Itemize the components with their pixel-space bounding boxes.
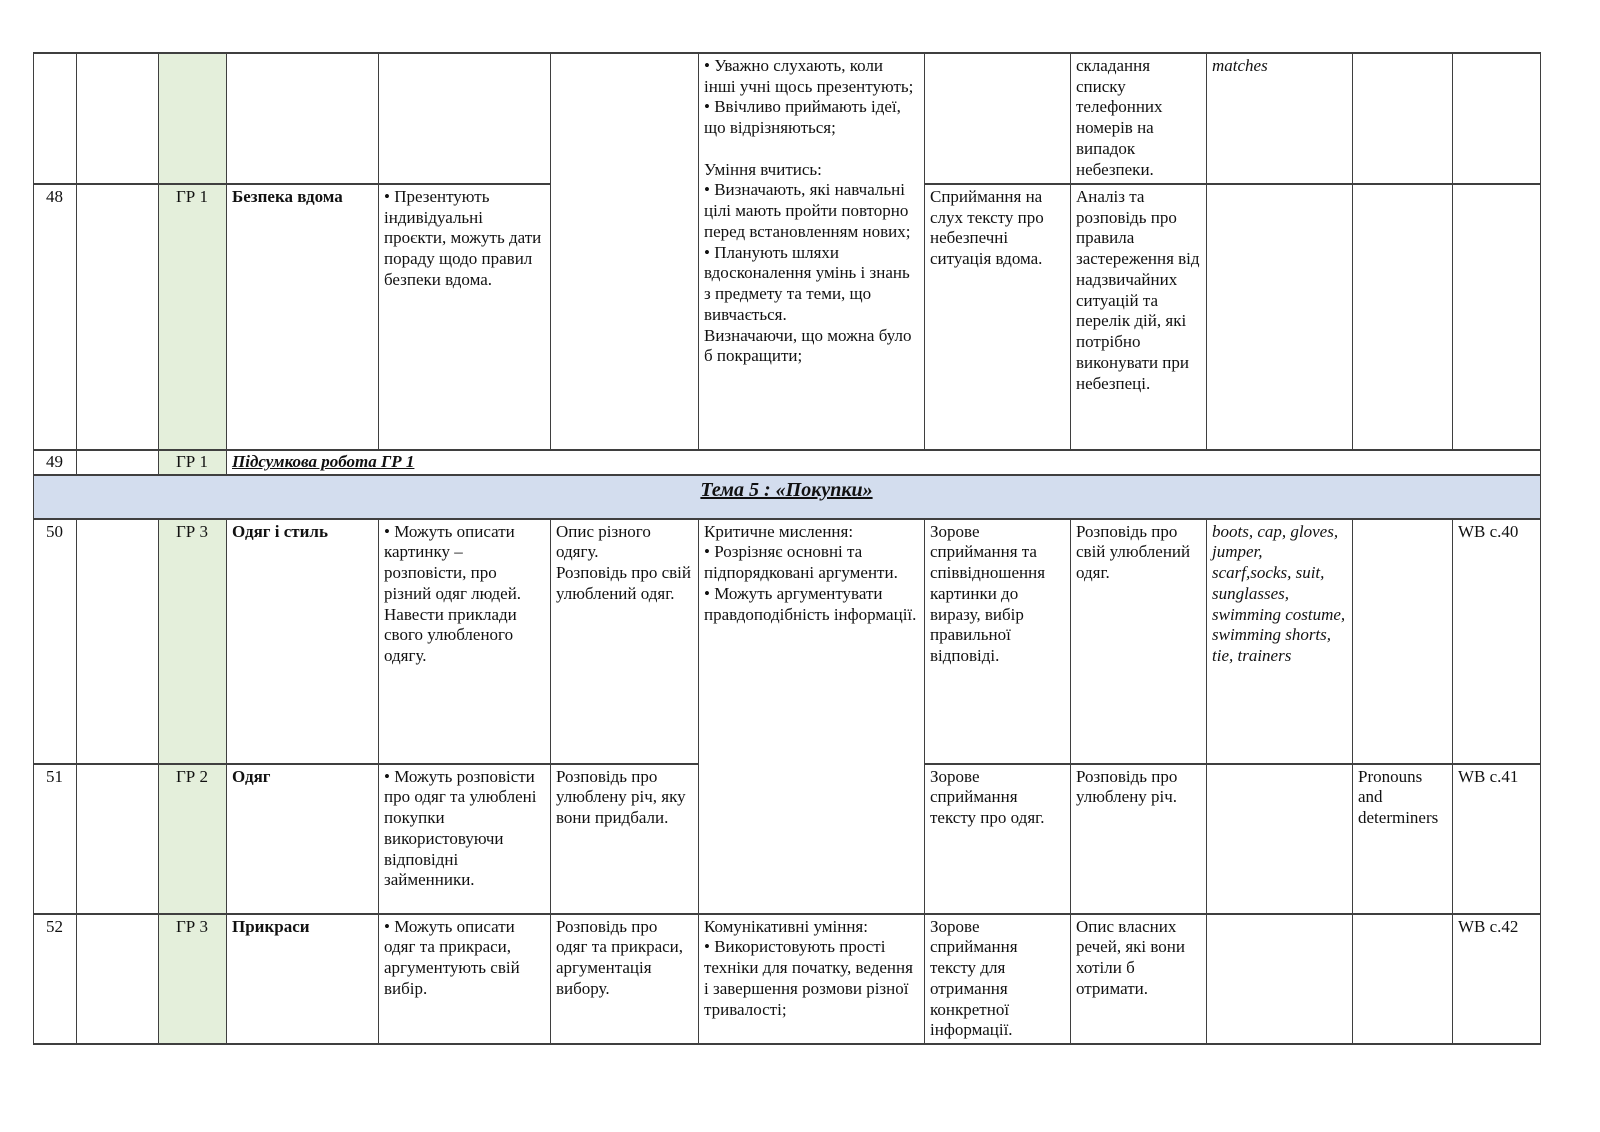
lesson-number-cell: 49 bbox=[34, 450, 77, 475]
homework-cell: WB c.40 bbox=[1453, 519, 1541, 764]
empty-cell bbox=[77, 519, 159, 764]
topic-cell bbox=[227, 53, 379, 184]
grammar-cell bbox=[1353, 184, 1453, 450]
writing-cell: складання списку телефонних номерів на випадок небезпеки. bbox=[1071, 53, 1207, 184]
speaking-cell: Аналіз та розповідь про правила застереження від надзвичайних ситуацій та перелік дій, які потрібно виконувати при небезпеці. bbox=[1071, 184, 1207, 450]
theme-title: Тема 5 : «Покупки» bbox=[34, 475, 1541, 519]
empty-cell bbox=[77, 53, 159, 184]
reading-cell: Зорове сприймання тексту для отримання конкретної інформації. bbox=[925, 914, 1071, 1044]
lesson-number-cell: 51 bbox=[34, 764, 77, 914]
group-cell: ГР 3 bbox=[159, 914, 227, 1044]
skills-cell: Комунікативні уміння: • Використовують прості техніки для початку, ведення і завершення розмови різної тривалості; bbox=[699, 914, 925, 1044]
vocabulary-cell bbox=[1207, 184, 1353, 450]
group-cell bbox=[159, 53, 227, 184]
vocabulary-cell: boots, cap, gloves, jumper, scarf,socks, suit, sunglasses, swimming costume, swimming shorts, tie, trainers bbox=[1207, 519, 1353, 764]
tasks-cell: Розповідь про одяг та прикраси, аргументація вибору. bbox=[551, 914, 699, 1044]
table-row-52 bbox=[34, 914, 1541, 1044]
outcomes-cell: • Можуть розповісти про одяг та улюблені покупки використовуючи відповідні займенники. bbox=[379, 764, 551, 914]
empty-cell bbox=[77, 914, 159, 1044]
group-cell: ГР 2 bbox=[159, 764, 227, 914]
grammar-cell bbox=[1353, 914, 1453, 1044]
topic-cell: Одяг і стиль bbox=[227, 519, 379, 764]
listening-cell: Сприймання на слух тексту про небезпечні ситуація вдома. bbox=[925, 184, 1071, 450]
homework-cell bbox=[1453, 184, 1541, 450]
listening-cell bbox=[925, 53, 1071, 184]
lesson-number-cell: 52 bbox=[34, 914, 77, 1044]
homework-cell: WB c.41 bbox=[1453, 764, 1541, 914]
empty-cell bbox=[77, 764, 159, 914]
outcomes-cell: • Можуть описати одяг та прикраси, аргументують свій вибір. bbox=[379, 914, 551, 1044]
outcomes-cell bbox=[379, 53, 551, 184]
speaking-cell: Розповідь про свій улюблений одяг. bbox=[1071, 519, 1207, 764]
tasks-cell: Опис різного одягу. Розповідь про свій улюблений одяг. bbox=[551, 519, 699, 764]
tasks-cell bbox=[551, 53, 699, 450]
outcomes-cell: • Можуть описати картинку – розповісти, про різний одяг людей. Навести приклади свого улюбленого одягу. bbox=[379, 519, 551, 764]
vocabulary-cell: matches bbox=[1207, 53, 1353, 184]
speaking-cell: Розповідь про улюблену річ. bbox=[1071, 764, 1207, 914]
lesson-number-cell: 50 bbox=[34, 519, 77, 764]
topic-cell: Безпека вдома bbox=[227, 184, 379, 450]
empty-cell bbox=[77, 450, 159, 475]
tasks-cell: Розповідь про улюблену річ, яку вони придбали. bbox=[551, 764, 699, 914]
summary-work-title: Підсумкова робота ГР 1 bbox=[227, 450, 1541, 475]
lesson-number-cell bbox=[34, 53, 77, 184]
group-cell: ГР 1 bbox=[159, 450, 227, 475]
curriculum-table bbox=[33, 52, 1541, 1045]
group-cell: ГР 3 bbox=[159, 519, 227, 764]
table-row-theme bbox=[34, 475, 1541, 519]
outcomes-cell: • Презентують індивідуальні проєкти, можуть дати пораду щодо правил безпеки вдома. bbox=[379, 184, 551, 450]
table-row-49 bbox=[34, 450, 1541, 475]
grammar-cell bbox=[1353, 519, 1453, 764]
reading-cell: Зорове сприймання та співвідношення картинки до виразу, вибір правильної відповіді. bbox=[925, 519, 1071, 764]
table-row-50 bbox=[34, 519, 1541, 764]
reading-cell: Зорове сприймання тексту про одяг. bbox=[925, 764, 1071, 914]
group-cell: ГР 1 bbox=[159, 184, 227, 450]
homework-cell: WB c.42 bbox=[1453, 914, 1541, 1044]
empty-cell bbox=[77, 184, 159, 450]
speaking-cell: Опис власних речей, які вони хотіли б отримати. bbox=[1071, 914, 1207, 1044]
topic-cell: Одяг bbox=[227, 764, 379, 914]
grammar-cell bbox=[1353, 53, 1453, 184]
table-row-continuation bbox=[34, 53, 1541, 184]
vocabulary-cell bbox=[1207, 914, 1353, 1044]
lesson-number-cell: 48 bbox=[34, 184, 77, 450]
skills-cell: • Уважно слухають, коли інші учні щось презентують; • Ввічливо приймають ідеї, що відрізняються; Уміння вчитись: • Визначають, які навчальні цілі мають пройти повторно перед встановленням нових; • Планують шляхи вдосконалення умінь і знань з предмету та теми, що вивчається. Визначаючи, що можна було б покращити; bbox=[699, 53, 925, 450]
skills-cell: Критичне мислення: • Розрізняє основні та підпорядковані аргументи. • Можуть аргументувати правдоподібність інформації. bbox=[699, 519, 925, 914]
topic-cell: Прикраси bbox=[227, 914, 379, 1044]
grammar-cell: Pronouns and determiners bbox=[1353, 764, 1453, 914]
vocabulary-cell bbox=[1207, 764, 1353, 914]
homework-cell bbox=[1453, 53, 1541, 184]
